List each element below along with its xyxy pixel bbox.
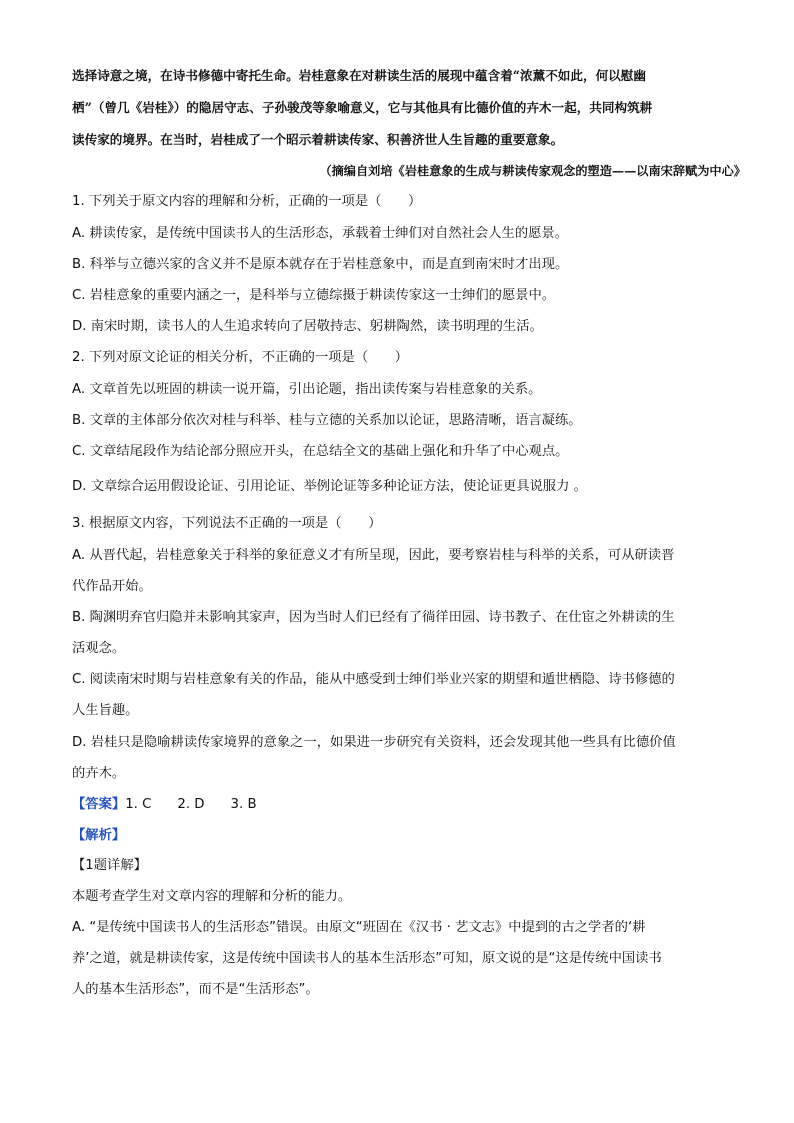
question-2-option-d: D. 文章综合运用假设论证、引用论证、举例论证等多种论证方法，使论证更具说服力 。: [72, 479, 587, 494]
answer-tag: 【答案】: [72, 797, 126, 812]
question-3-stem: 3. 根据原文内容，下列说法不正确的一项是（ ）: [72, 516, 382, 531]
question-3-option-b: B. 陶渊明弃官归隐并未影响其家声，因为当时人们已经有了徜徉田园、诗书教子、在仕宦之外耕读的生: [72, 610, 675, 625]
answer-item: 2. D: [177, 797, 205, 812]
analysis-line: A. “是传统中国读书人的生活形态”错误。由原文“班固在《汉书 · 艺文志》中提到的古之学者的‘耕: [72, 920, 646, 935]
analysis-line: 人的基本生活形态”，而不是“生活形态”。: [72, 982, 319, 997]
answer-item: 3. B: [230, 797, 257, 812]
analysis-tag: 【解析】: [72, 828, 126, 843]
question-1-option-c: C. 岩桂意象的重要内涵之一，是科举与立德综摄于耕读传家这一士绅们的愿景中。: [72, 288, 556, 303]
question-1-option-a: A. 耕读传家，是传统中国读书人的生活形态，承载着士绅们对自然社会人生的愿景。: [72, 226, 569, 241]
question-1-option-d: D. 南宋时期，读书人的人生追求转向了居敬持志、躬耕陶然，读书明理的生活。: [72, 319, 543, 334]
passage-line: 栖”（曾几《岩桂》）的隐居守志、子孙骏茂等象喻意义，它与其他具有比德价值的卉木一起，共同构筑耕: [72, 100, 653, 115]
question-3-option-b-cont: 活观念。: [72, 641, 126, 656]
passage-line: 读传家的境界。在当时，岩桂成了一个昭示着耕读传家、积善济世人生旨趣的重要意象。: [72, 132, 564, 147]
question-2-option-c: C. 文章结尾段作为结论部分照应开头，在总结全文的基础上强化和升华了中心观点。: [72, 444, 569, 459]
question-1-stem: 1. 下列关于原文内容的理解和分析，正确的一项是（ ）: [72, 194, 422, 209]
question-3-option-a-cont: 代作品开始。: [72, 579, 152, 594]
passage-citation: （摘编自刘培《岩桂意象的生成与耕读传家观念的塑造——以南宋辞赋为中心》: [319, 164, 746, 178]
passage-line: 选择诗意之境，在诗书修德中寄托生命。岩桂意象在对耕读生活的展现中蕴含着“浓薰不如此，何以慰幽: [72, 68, 646, 83]
question-2-stem: 2. 下列对原文论证的相关分析，不正确的一项是（ ）: [72, 350, 409, 365]
question-3-option-d-cont: 的卉木。: [72, 766, 126, 781]
answer-item: 1. C: [125, 797, 152, 812]
analysis-line: 养’之道，就是耕读传家，这是传统中国读书人的基本生活形态”可知，原文说的是“这是传统中国读书: [72, 951, 662, 966]
question-1-option-b: B. 科举与立德兴家的含义并不是原本就存在于岩桂意象中，而是直到南宋时才出现。: [72, 257, 569, 272]
question-3-option-c: C. 阅读南宋时期与岩桂意象有关的作品，能从中感受到士绅们举业兴家的期望和遁世栖隐、诗书修德的: [72, 672, 675, 687]
analysis-subheading: 【1题详解】: [72, 858, 147, 873]
analysis-line: 本题考查学生对文章内容的理解和分析的能力。: [72, 889, 352, 904]
answer-row: [72, 795, 727, 815]
question-3-option-a: A. 从晋代起，岩桂意象关于科举的象征意义才有所呈现，因此，要考察岩桂与科举的关系，可从研读晋: [72, 548, 675, 563]
question-2-option-b: B. 文章的主体部分依次对桂与科举、桂与立德的关系加以论证，思路清晰，语言凝练。: [72, 413, 582, 428]
question-3-option-d: D. 岩桂只是隐喻耕读传家境界的意象之一，如果进一步研究有关资料，还会发现其他一些具有比德价值: [72, 735, 676, 750]
question-2-option-a: A. 文章首先以班固的耕读一说开篇，引出论题，指出读传案与岩桂意象的关系。: [72, 382, 542, 397]
question-3-option-c-cont: 人生旨趣。: [72, 703, 139, 718]
